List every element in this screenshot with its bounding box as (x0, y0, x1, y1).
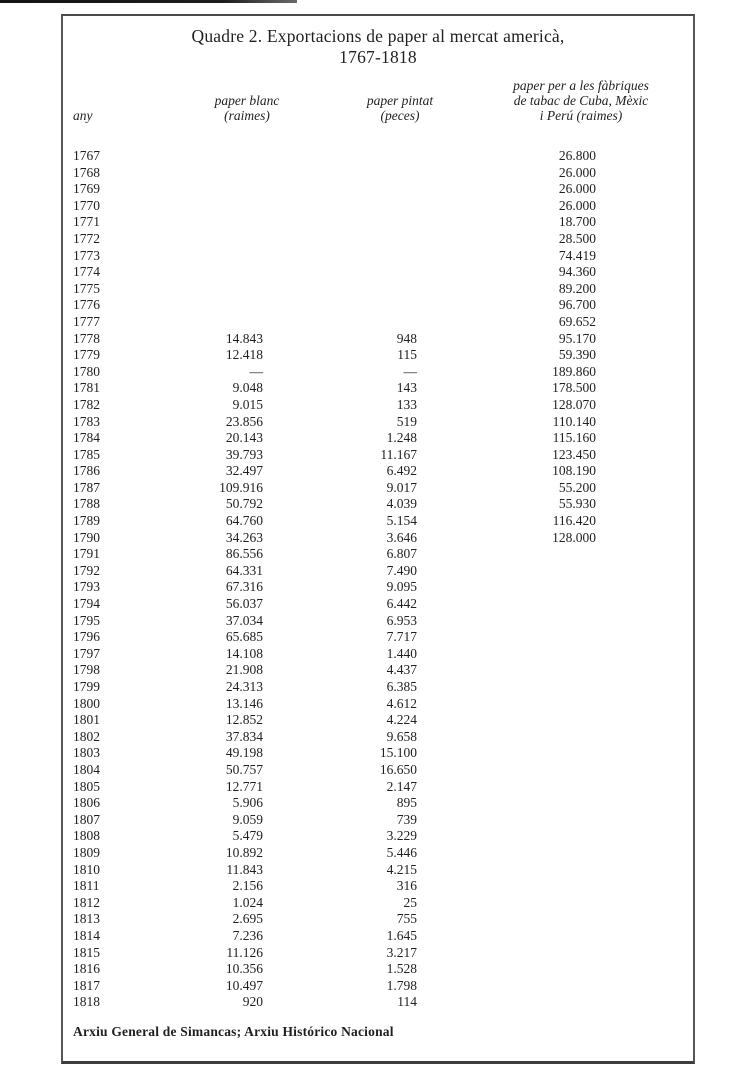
cell-year: 1770 (73, 197, 100, 213)
cell-year: 1792 (73, 562, 100, 578)
cell-paper-blanc: 2.156 (232, 878, 263, 894)
column-header-line: paper blanc (214, 93, 280, 108)
cell-year: 1812 (73, 894, 100, 910)
table-row (63, 181, 693, 198)
cell-paper-pintat: 115 (397, 347, 417, 363)
table-body (63, 148, 693, 1011)
cell-year: 1788 (73, 496, 100, 512)
cell-paper-pintat: 4.039 (386, 496, 417, 512)
cell-paper-blanc: 37.034 (225, 612, 263, 628)
cell-year: 1793 (73, 579, 100, 595)
cell-paper-pintat: 2.147 (386, 778, 417, 794)
cell-paper-blanc: 10.356 (225, 961, 263, 977)
table-row (63, 613, 693, 630)
cell-paper-tabac: 55.200 (558, 479, 596, 495)
cell-paper-pintat: 1.798 (386, 977, 417, 993)
table-row (63, 795, 693, 812)
cell-year: 1781 (73, 380, 100, 396)
cell-year: 1798 (73, 662, 100, 678)
cell-paper-blanc: 12.771 (225, 778, 263, 794)
table-row (63, 347, 693, 364)
cell-paper-blanc: 39.793 (225, 446, 263, 462)
cell-year: 1790 (73, 529, 100, 545)
table-row (63, 812, 693, 829)
table-row (63, 281, 693, 298)
cell-paper-blanc: 32.497 (225, 463, 263, 479)
table-frame (61, 14, 695, 1064)
cell-paper-pintat: 1.528 (386, 961, 417, 977)
cell-paper-blanc: 37.834 (225, 728, 263, 744)
cell-paper-blanc: 109.916 (219, 479, 263, 495)
cell-paper-pintat: 25 (403, 894, 417, 910)
cell-paper-blanc: 64.331 (225, 562, 263, 578)
scan-edge-artifact (0, 0, 297, 3)
cell-year: 1813 (73, 911, 100, 927)
cell-year: 1767 (73, 148, 100, 163)
table-row (63, 364, 693, 381)
cell-paper-tabac: 26.800 (558, 148, 596, 163)
cell-paper-pintat: 4.224 (386, 712, 417, 728)
cell-paper-pintat: 9.017 (386, 479, 417, 495)
table-row (63, 397, 693, 414)
cell-year: 1782 (73, 396, 100, 412)
cell-paper-pintat: 3.646 (386, 529, 417, 545)
cell-year: 1808 (73, 828, 100, 844)
cell-year: 1801 (73, 712, 100, 728)
table-row (63, 463, 693, 480)
cell-paper-tabac: 26.000 (558, 181, 596, 197)
cell-year: 1799 (73, 679, 100, 694)
cell-paper-pintat: 9.658 (386, 728, 417, 744)
cell-year: 1805 (73, 778, 100, 794)
cell-paper-pintat: 895 (396, 795, 417, 811)
cell-year: 1807 (73, 811, 100, 827)
cell-paper-tabac: 116.420 (552, 513, 596, 529)
cell-paper-tabac: 89.200 (558, 280, 596, 296)
cell-paper-blanc: 14.108 (225, 645, 263, 661)
cell-year: 1778 (73, 330, 100, 346)
cell-year: 1811 (73, 878, 100, 894)
cell-paper-pintat: 5.446 (386, 844, 417, 860)
cell-paper-blanc: 9.048 (232, 380, 263, 396)
table-row (63, 629, 693, 646)
cell-paper-pintat: 948 (396, 330, 417, 346)
table-row (63, 314, 693, 331)
cell-paper-blanc: 49.198 (225, 745, 263, 761)
cell-year: 1791 (73, 546, 100, 562)
cell-year: 1818 (73, 994, 100, 1010)
cell-paper-blanc: 14.843 (225, 330, 263, 346)
table-row (63, 380, 693, 397)
cell-paper-pintat: 519 (396, 413, 417, 429)
cell-paper-pintat: 11.167 (380, 446, 417, 462)
cell-paper-blanc: 13.146 (225, 695, 263, 711)
cell-paper-blanc: 23.856 (225, 413, 263, 429)
table-title-line2: 1767-1818 (339, 47, 417, 67)
table-row (63, 662, 693, 679)
cell-paper-pintat: 6.385 (386, 679, 417, 694)
cell-paper-blanc: 10.892 (225, 844, 263, 860)
table-row (63, 480, 693, 497)
cell-paper-tabac: 110.140 (552, 413, 596, 429)
cell-year: 1814 (73, 927, 100, 943)
cell-paper-tabac: 115.160 (552, 430, 596, 446)
cell-year: 1795 (73, 612, 100, 628)
column-header-line: (peces) (380, 108, 420, 123)
cell-year: 1794 (73, 596, 100, 612)
table-row (63, 994, 693, 1011)
table-row (63, 712, 693, 729)
cell-year: 1773 (73, 247, 100, 263)
column-header-line: paper per a les fàbriques (513, 78, 649, 93)
table-row (63, 828, 693, 845)
cell-year: 1776 (73, 297, 100, 313)
table-row (63, 961, 693, 978)
cell-year: 1783 (73, 413, 100, 429)
cell-paper-blanc: 11.843 (226, 861, 263, 877)
cell-year: 1806 (73, 795, 100, 811)
table-row (63, 198, 693, 215)
cell-paper-blanc: 7.236 (232, 927, 263, 943)
cell-paper-blanc: 24.313 (225, 679, 263, 694)
cell-paper-tabac: 128.000 (552, 529, 596, 545)
cell-paper-pintat: 4.215 (386, 861, 417, 877)
cell-paper-blanc: 9.015 (232, 396, 263, 412)
cell-paper-tabac: 189.860 (552, 363, 596, 379)
column-header-any: any (73, 108, 93, 123)
cell-paper-pintat: 114 (397, 994, 417, 1010)
cell-year: 1786 (73, 463, 100, 479)
table-row (63, 679, 693, 696)
table-row (63, 745, 693, 762)
cell-paper-blanc: 5.479 (232, 828, 263, 844)
cell-paper-pintat: 7.717 (386, 629, 417, 645)
cell-paper-tabac: 74.419 (558, 247, 596, 263)
table-row (63, 779, 693, 796)
cell-paper-pintat: — (403, 363, 417, 379)
table-title-line1: Quadre 2. Exportacions de paper al mercat americà, (191, 26, 565, 46)
cell-paper-tabac: 28.500 (558, 230, 596, 246)
cell-paper-pintat: 1.645 (386, 927, 417, 943)
table-row (63, 696, 693, 713)
table-row (63, 447, 693, 464)
table-row (63, 165, 693, 182)
cell-paper-blanc: 56.037 (225, 596, 263, 612)
cell-paper-tabac: 128.070 (552, 396, 596, 412)
table-row (63, 911, 693, 928)
cell-paper-tabac: 55.930 (558, 496, 596, 512)
cell-paper-blanc: 12.852 (225, 712, 263, 728)
table-row (63, 248, 693, 265)
cell-paper-tabac: 26.000 (558, 197, 596, 213)
cell-paper-tabac: 26.000 (558, 164, 596, 180)
cell-year: 1771 (73, 214, 100, 230)
table-row (63, 231, 693, 248)
cell-paper-blanc: 1.024 (232, 894, 263, 910)
table-row (63, 646, 693, 663)
cell-year: 1802 (73, 728, 100, 744)
cell-paper-tabac: 178.500 (552, 380, 596, 396)
cell-year: 1769 (73, 181, 100, 197)
table-row (63, 331, 693, 348)
cell-year: 1777 (73, 313, 100, 329)
cell-year: 1817 (73, 977, 100, 993)
cell-paper-pintat: 143 (396, 380, 417, 396)
cell-year: 1785 (73, 446, 100, 462)
cell-paper-tabac: 108.190 (552, 463, 596, 479)
table-row (63, 845, 693, 862)
table-row (63, 862, 693, 879)
cell-paper-blanc: 12.418 (225, 347, 263, 363)
cell-paper-blanc: — (249, 363, 263, 379)
cell-paper-blanc: 5.906 (232, 795, 263, 811)
cell-year: 1803 (73, 745, 100, 761)
cell-year: 1774 (73, 264, 100, 280)
cell-paper-blanc: 10.497 (225, 977, 263, 993)
table-row (63, 530, 693, 547)
table-row (63, 762, 693, 779)
column-header-line: (raimes) (224, 108, 270, 123)
cell-paper-pintat: 1.248 (386, 430, 417, 446)
table-row (63, 729, 693, 746)
column-header-paper-tabac (513, 78, 649, 123)
cell-paper-blanc: 20.143 (225, 430, 263, 446)
table-row (63, 430, 693, 447)
cell-paper-blanc: 920 (242, 994, 263, 1010)
cell-paper-blanc: 9.059 (232, 811, 263, 827)
cell-paper-blanc: 50.792 (225, 496, 263, 512)
cell-year: 1789 (73, 513, 100, 529)
table-row (63, 928, 693, 945)
cell-paper-tabac: 123.450 (552, 446, 596, 462)
cell-paper-blanc: 65.685 (225, 629, 263, 645)
table-row (63, 878, 693, 895)
cell-year: 1816 (73, 961, 100, 977)
table-title (63, 26, 693, 68)
cell-paper-blanc: 34.263 (225, 529, 263, 545)
column-header-line: paper pintat (366, 93, 434, 108)
column-header-line: i Perú (raimes) (539, 108, 623, 123)
cell-paper-pintat: 1.440 (386, 645, 417, 661)
cell-paper-pintat: 9.095 (386, 579, 417, 595)
table-row (63, 513, 693, 530)
cell-paper-pintat: 15.100 (379, 745, 417, 761)
cell-paper-pintat: 5.154 (386, 513, 417, 529)
cell-paper-pintat: 6.953 (386, 612, 417, 628)
cell-year: 1804 (73, 761, 100, 777)
table-row (63, 496, 693, 513)
cell-paper-tabac: 96.700 (558, 297, 596, 313)
table-row (63, 895, 693, 912)
cell-paper-pintat: 16.650 (379, 761, 417, 777)
cell-year: 1796 (73, 629, 100, 645)
table-row (63, 563, 693, 580)
column-header-line: de tabac de Cuba, Mèxic (513, 93, 649, 108)
cell-paper-pintat: 6.492 (386, 463, 417, 479)
cell-year: 1787 (73, 479, 100, 495)
source-note: Arxiu General de Simancas; Arxiu Histórico Nacional (73, 1024, 394, 1039)
cell-paper-tabac: 18.700 (558, 214, 596, 230)
cell-year: 1815 (73, 944, 100, 960)
cell-paper-pintat: 4.612 (386, 695, 417, 711)
cell-paper-pintat: 133 (396, 396, 417, 412)
cell-paper-tabac: 59.390 (558, 347, 596, 363)
cell-year: 1780 (73, 363, 100, 379)
table-row (63, 264, 693, 281)
table-row (63, 414, 693, 431)
cell-year: 1772 (73, 230, 100, 246)
table-row (63, 148, 693, 165)
cell-year: 1768 (73, 164, 100, 180)
cell-paper-pintat: 739 (396, 811, 417, 827)
cell-year: 1800 (73, 695, 100, 711)
column-header-paper-pintat (367, 93, 433, 123)
cell-paper-pintat: 316 (396, 878, 417, 894)
cell-paper-tabac: 94.360 (558, 264, 596, 280)
cell-year: 1784 (73, 430, 100, 446)
table-row (63, 596, 693, 613)
column-header-paper-blanc (215, 93, 280, 123)
cell-paper-blanc: 67.316 (225, 579, 263, 595)
cell-paper-pintat: 4.437 (386, 662, 417, 678)
cell-year: 1810 (73, 861, 100, 877)
table-row (63, 945, 693, 962)
cell-paper-pintat: 6.807 (386, 546, 417, 562)
cell-paper-tabac: 69.652 (558, 313, 596, 329)
table-row (63, 579, 693, 596)
cell-paper-blanc: 2.695 (232, 911, 263, 927)
cell-paper-pintat: 7.490 (386, 562, 417, 578)
cell-paper-pintat: 3.217 (386, 944, 417, 960)
cell-paper-blanc: 21.908 (225, 662, 263, 678)
cell-paper-tabac: 95.170 (558, 330, 596, 346)
table-row (63, 214, 693, 231)
cell-paper-pintat: 6.442 (386, 596, 417, 612)
cell-paper-blanc: 86.556 (225, 546, 263, 562)
cell-paper-blanc: 50.757 (225, 761, 263, 777)
cell-paper-pintat: 3.229 (386, 828, 417, 844)
cell-paper-blanc: 11.126 (226, 944, 263, 960)
cell-year: 1797 (73, 645, 100, 661)
table-row (63, 978, 693, 995)
table-row (63, 546, 693, 563)
cell-paper-pintat: 755 (396, 911, 417, 927)
cell-paper-blanc: 64.760 (225, 513, 263, 529)
cell-year: 1775 (73, 280, 100, 296)
table-row (63, 297, 693, 314)
cell-year: 1779 (73, 347, 100, 363)
cell-year: 1809 (73, 844, 100, 860)
